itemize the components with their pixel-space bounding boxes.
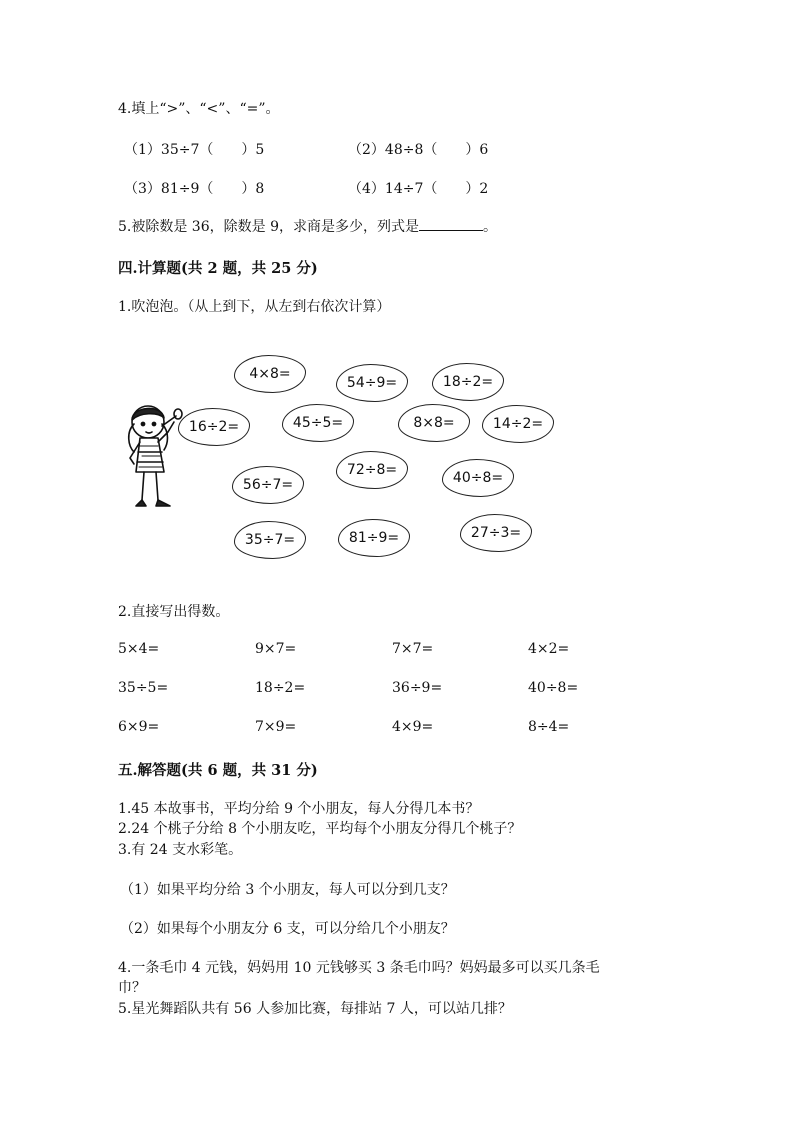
bubble-5: 45÷5=	[282, 404, 354, 442]
girl-blowing-bubbles-icon	[118, 402, 188, 517]
bubble-12: 81÷9=	[338, 519, 410, 557]
bubble-11: 35÷7=	[234, 521, 306, 559]
direct-item-3: 7×7=	[392, 641, 434, 657]
section5-heading: 五.解答题(共 6 题，共 31 分)	[118, 762, 318, 779]
bubble-10: 40÷8=	[442, 459, 514, 497]
bubble-1: 4×8=	[234, 355, 306, 393]
direct-item-10: 7×9=	[255, 719, 297, 735]
q5-text: 5.被除数是 36，除数是 9，求商是多少，列式是	[118, 219, 419, 235]
bubble-2: 54÷9=	[336, 364, 408, 402]
section4-heading: 四.计算题(共 2 题，共 25 分)	[118, 260, 318, 277]
direct-title: 2.直接写出得数。	[118, 604, 230, 620]
direct-item-8: 40÷8=	[528, 680, 579, 696]
s5-q3a: （1）如果平均分给 3 个小朋友，每人可以分到几支？	[120, 882, 455, 898]
direct-item-4: 4×2=	[528, 641, 570, 657]
direct-item-1: 5×4=	[118, 641, 160, 657]
q5-line	[118, 216, 497, 236]
s5-q5: 5.星光舞蹈队共有 56 人参加比赛，每排站 7 人，可以站几排？	[118, 1001, 512, 1017]
direct-item-12: 8÷4=	[528, 719, 570, 735]
q4-item-3: （3）81÷9（ ）8	[124, 181, 265, 197]
direct-item-2: 9×7=	[255, 641, 297, 657]
bubble-title: 1.吹泡泡。（从上到下，从左到右依次计算）	[118, 299, 391, 315]
q4-item-4: （4）14÷7（ ）2	[348, 181, 489, 197]
s5-q3b: （2）如果每个小朋友分 6 支，可以分给几个小朋友？	[120, 921, 455, 937]
s5-q4-line1: 4.一条毛巾 4 元钱，妈妈用 10 元钱够买 3 条毛巾吗？妈妈最多可以买几条毛	[118, 960, 600, 976]
s5-q1: 1.45 本故事书，平均分给 9 个小朋友，每人分得几本书？	[118, 801, 480, 817]
direct-item-6: 18÷2=	[255, 680, 306, 696]
q5-end: 。	[482, 219, 497, 235]
q4-item-2: （2）48÷8（ ）6	[348, 142, 489, 158]
bubble-4: 16÷2=	[178, 408, 250, 446]
bubble-8: 56÷7=	[232, 466, 304, 504]
direct-item-7: 36÷9=	[392, 680, 443, 696]
direct-item-5: 35÷5=	[118, 680, 169, 696]
direct-item-9: 6×9=	[118, 719, 160, 735]
bubble-9: 72÷8=	[336, 451, 408, 489]
bubble-3: 18÷2=	[432, 363, 504, 401]
answer-blank[interactable]	[419, 218, 483, 231]
bubble-6: 8×8=	[398, 404, 470, 442]
s5-q4-line2: 巾？	[118, 980, 146, 996]
s5-q2: 2.24 个桃子分给 8 个小朋友吃，平均每个小朋友分得几个桃子？	[118, 821, 522, 837]
bubble-13: 27÷3=	[460, 514, 532, 552]
direct-item-11: 4×9=	[392, 719, 434, 735]
bubble-7: 14÷2=	[482, 405, 554, 443]
q4-title: 4.填上“>”、“<”、“=”。	[118, 101, 280, 117]
s5-q3: 3.有 24 支水彩笔。	[118, 842, 243, 858]
q4-item-1: （1）35÷7（ ）5	[124, 142, 265, 158]
